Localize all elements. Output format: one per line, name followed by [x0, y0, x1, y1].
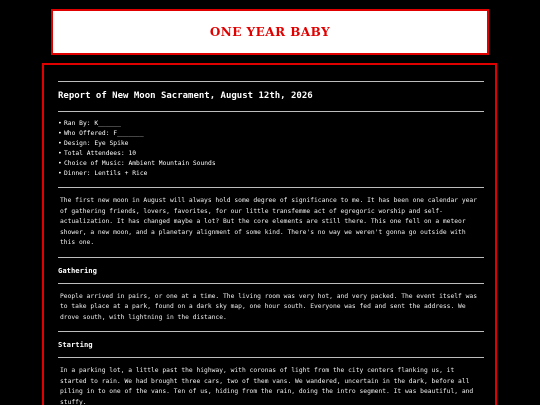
report-panel — [42, 63, 497, 405]
starting-paragraph: In a parking lot, a little past the highway, with coronas of light from the city centers flanking us, it started to rain. We had brought three cars, two of them vans. We wandered, uncertain in the dark, before all piling in to one of the vans. Ten of us, hiding from the rain, doing the intro segment. It was beautiful, and stuffy. — [60, 367, 474, 405]
bullet-icon: • — [58, 140, 62, 147]
detail-item-who-offered — [58, 129, 484, 139]
detail-item-ran-by — [58, 119, 484, 129]
site-header — [51, 9, 489, 55]
gathering-paragraph: People arrived in pairs, or one at a time. The living room was very hot, and very packed. The event itself was to take place at a park, found on a dark sky map, one hour south. Everyone was fed and sent the address. We drove south, with lightning in the distance. — [60, 292, 478, 321]
detail-text: Who Offered: F_______ — [64, 130, 144, 137]
divider — [58, 187, 484, 188]
bullet-icon: • — [58, 150, 62, 157]
intro-paragraph: The first new moon in August will always hold some degree of significance to me. It has been one calendar year of gathering friends, lovers, favorites, for our little transfemme act of egregoric worship and self-actualization. It has changed maybe a lot? But the core elements are still there. This one fell on a meteor shower, a new moon, and a planetary alignment of some kind. There's no way we weren't gonna go outside with this one. — [60, 197, 478, 246]
detail-item-design — [58, 139, 484, 149]
detail-text: Choice of Music: Ambient Mountain Sounds — [64, 160, 216, 167]
bullet-icon: • — [58, 120, 62, 127]
detail-text: Ran By: K______ — [64, 120, 121, 127]
divider — [58, 331, 484, 332]
bullet-icon: • — [58, 170, 62, 177]
detail-item-attendees — [58, 149, 484, 159]
report-content — [58, 65, 484, 405]
detail-item-dinner — [58, 169, 484, 179]
report-details-list — [58, 119, 484, 179]
divider — [58, 257, 484, 258]
divider — [58, 357, 484, 358]
detail-item-music — [58, 159, 484, 169]
section-heading-gathering: Gathering — [58, 265, 97, 275]
site-title: ONE YEAR BABY — [209, 25, 331, 39]
divider — [58, 111, 484, 112]
divider — [58, 81, 484, 82]
bullet-icon: • — [58, 130, 62, 137]
divider — [58, 283, 484, 284]
detail-text: Dinner: Lentils + Rice — [64, 170, 148, 177]
bullet-icon: • — [58, 160, 62, 167]
section-heading-starting: Starting — [58, 340, 93, 349]
detail-text: Design: Eye Spike — [64, 140, 129, 147]
report-title: Report of New Moon Sacrament, August 12th, 2026 — [58, 91, 313, 101]
detail-text: Total Attendees: 10 — [64, 150, 137, 157]
